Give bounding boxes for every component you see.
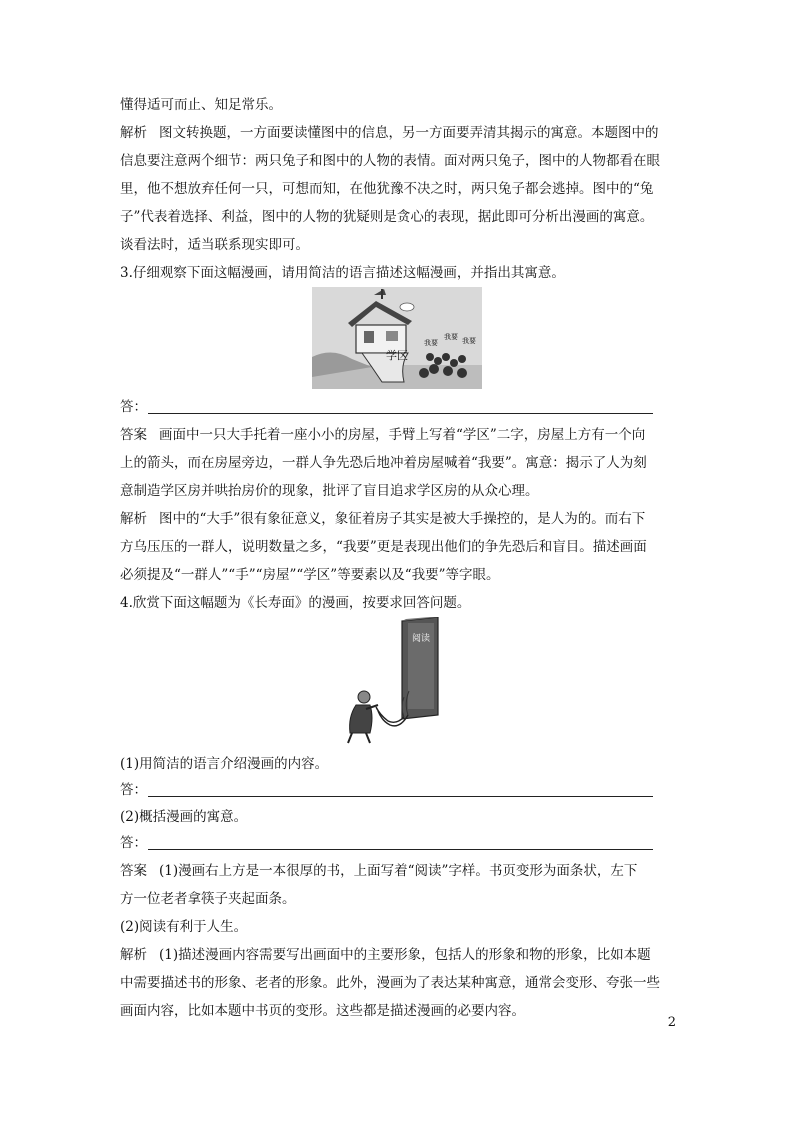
shout-label: 我要 [462,338,476,345]
answer-paragraph [120,426,680,444]
text-line: 方乌压压的一群人，说明数量之多，“我要”更是表现出他们的争先恐后和盲目。描述画面 [120,539,647,555]
analysis-label: 解析 [120,125,147,141]
analysis-paragraph [120,124,680,142]
answer-label: 答： [120,782,147,798]
text-line: 上的箭头，而在房屋旁边，一群人争先恐后地冲着房屋喊着“我要”。寓意：揭示了人为刻 [120,455,647,471]
text-line: 意制造学区房并哄抬房价的现象，批评了盲目追求学区房的从众心理。 [120,483,539,499]
cartoon-school-district [312,287,482,389]
text-line: 图文转换题，一方面要读懂图中的信息，另一方面要弄清其揭示的寓意。本题图中的 [159,125,659,141]
analysis-paragraph [120,510,680,528]
shout-label: 我要 [444,334,458,341]
answer-label: 答： [120,835,147,851]
analysis-paragraph [120,946,680,964]
answer-paragraph [120,862,680,880]
subquestion-2: (2)概括漫画的寓意。 [120,809,248,825]
book-label: 阅读 [412,633,431,643]
answer-line[interactable] [148,413,653,414]
text-line: (1)漫画右上方是一本很厚的书，上面写着“阅读”字样。书页变形为面条状，左下 [159,863,638,879]
text-line: 画面中一只大手托着一座小小的房屋，手臂上写着“学区”二字，房屋上方有一个向 [159,427,646,443]
answer-line[interactable] [148,796,653,797]
cartoon-longevity-noodles [330,617,470,747]
arm-label: 学区 [386,350,408,362]
text-line: 谈看法时，适当联系现实即可。 [120,237,309,253]
subquestion-1: (1)用简洁的语言介绍漫画的内容。 [120,756,329,772]
text-line: 懂得适可而止、知足常乐。 [120,97,282,113]
question-3: 3.仔细观察下面这幅漫画，请用简洁的语言描述这幅漫画，并指出其寓意。 [120,265,565,281]
text-line: 里，他不想放弃任何一只，可想而知，在他犹豫不决之时，两只兔子都会逃掉。图中的“兔 [120,181,654,197]
page-number: 2 [667,1015,676,1030]
analysis-label: 解析 [120,947,147,963]
analysis-label: 解析 [120,511,147,527]
shout-label: 我要 [424,340,438,347]
answer-label: 答： [120,399,147,415]
text-line: 方一位老者拿筷子夹起面条。 [120,891,296,907]
text-line: 图中的“大手”很有象征意义，象征着房子其实是被大手操控的，是人为的。而右下 [159,511,646,527]
answer-tag: 答案 [120,863,147,879]
question-4: 4.欣赏下面这幅题为《长寿面》的漫画，按要求回答问题。 [120,595,471,611]
text-line: (1)描述漫画内容需要写出画面中的主要形象，包括人的形象和物的形象，比如本题 [159,947,651,963]
text-line: 画面内容，比如本题中书页的变形。这些都是描述漫画的必要内容。 [120,1003,525,1019]
answer-line[interactable] [148,849,653,850]
text-line: 信息要注意两个细节：两只兔子和图中的人物的表情。面对两只兔子，图中的人物都看在眼 [120,153,660,169]
text-line: 子”代表着选择、利益，图中的人物的犹疑则是贪心的表现，据此即可分析出漫画的寓意。 [120,209,654,225]
text-line: 中需要描述书的形象、老者的形象。此外，漫画为了表达某种寓意，通常会变形、夸张一些 [120,975,660,991]
text-line: 必须提及“一群人”“手”“房屋”“学区”等要素以及“我要”等字眼。 [120,567,500,583]
answer-tag: 答案 [120,427,147,443]
text-line: (2)阅读有利于人生。 [120,919,248,935]
